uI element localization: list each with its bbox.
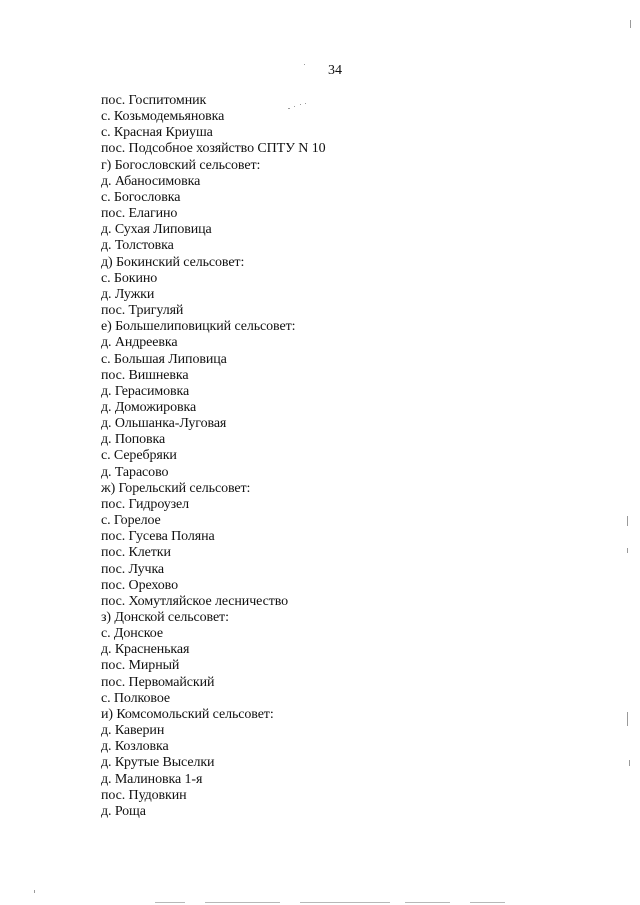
list-item: с. Богословка: [101, 189, 181, 205]
list-item: пос. Клетки: [101, 545, 171, 561]
list-item: з) Донской сельсовет:: [101, 610, 229, 625]
list-item: д. Лужки: [101, 286, 155, 302]
list-item: пос. Госпитомник: [101, 93, 207, 108]
list-item: д. Ольшанка-Луговая: [101, 416, 227, 432]
list-item: с. Красная Криуша: [101, 125, 213, 141]
list-item: пос. Подсобное хозяйство СПТУ N 10: [101, 141, 326, 157]
list-item: пос. Лучка: [101, 561, 165, 577]
list-item: д. Тарасово: [101, 464, 169, 480]
list-item: с. Полковое: [101, 690, 171, 706]
list-item: пос. Елагино: [101, 206, 178, 222]
list-item: г) Богословский сельсовет:: [101, 157, 261, 173]
list-item: д. Роща: [101, 803, 146, 819]
list-item: д. Герасимовка: [101, 383, 190, 399]
list-item: с. Большая Липовица: [101, 351, 227, 367]
list-item: д. Малиновка 1-я: [101, 771, 203, 787]
list-item: д. Красненькая: [101, 642, 190, 658]
list-item: с. Серебряки: [101, 448, 177, 464]
list-item: д. Крутые Выселки: [101, 755, 215, 771]
list-item: д. Абаносимовка: [101, 173, 201, 189]
list-item: с. Горелое: [101, 513, 161, 529]
list-item: пос. Мирный: [101, 658, 180, 674]
list-item: е) Большелиповицкий сельсовет:: [101, 319, 296, 335]
list-item: д. Доможировка: [101, 399, 197, 415]
list-item: пос. Хомутляйское лесничество: [101, 593, 289, 609]
list-item: пос. Гидроузел: [101, 496, 190, 512]
page-number: 34: [328, 63, 342, 78]
list-item: д. Каверин: [101, 723, 165, 739]
list-item: с. Донское: [101, 626, 163, 642]
list-item: с. Бокино: [101, 270, 158, 286]
list-item: д. Козловка: [101, 739, 169, 755]
list-item: д. Поповка: [101, 432, 166, 448]
list-item: д. Толстовка: [101, 238, 174, 254]
list-item: пос. Гусева Поляна: [101, 529, 215, 545]
list-item: пос. Вишневка: [101, 367, 189, 383]
list-item: д. Сухая Липовица: [101, 222, 212, 238]
list-item: с. Козьмодемьяновка: [101, 109, 225, 125]
list-item: пос. Тригуляй: [101, 303, 184, 319]
list-item: пос. Первомайский: [101, 674, 215, 690]
list-item: пос. Орехово: [101, 577, 178, 593]
list-item: пос. Пудовкин: [101, 787, 187, 803]
list-item: д) Бокинский сельсовет:: [101, 254, 245, 270]
list-item: д. Андреевка: [101, 335, 178, 351]
list-item: и) Комсомольский сельсовет:: [101, 706, 274, 722]
list-item: ж) Горельский сельсовет:: [101, 480, 251, 496]
settlement-list: [101, 93, 326, 820]
